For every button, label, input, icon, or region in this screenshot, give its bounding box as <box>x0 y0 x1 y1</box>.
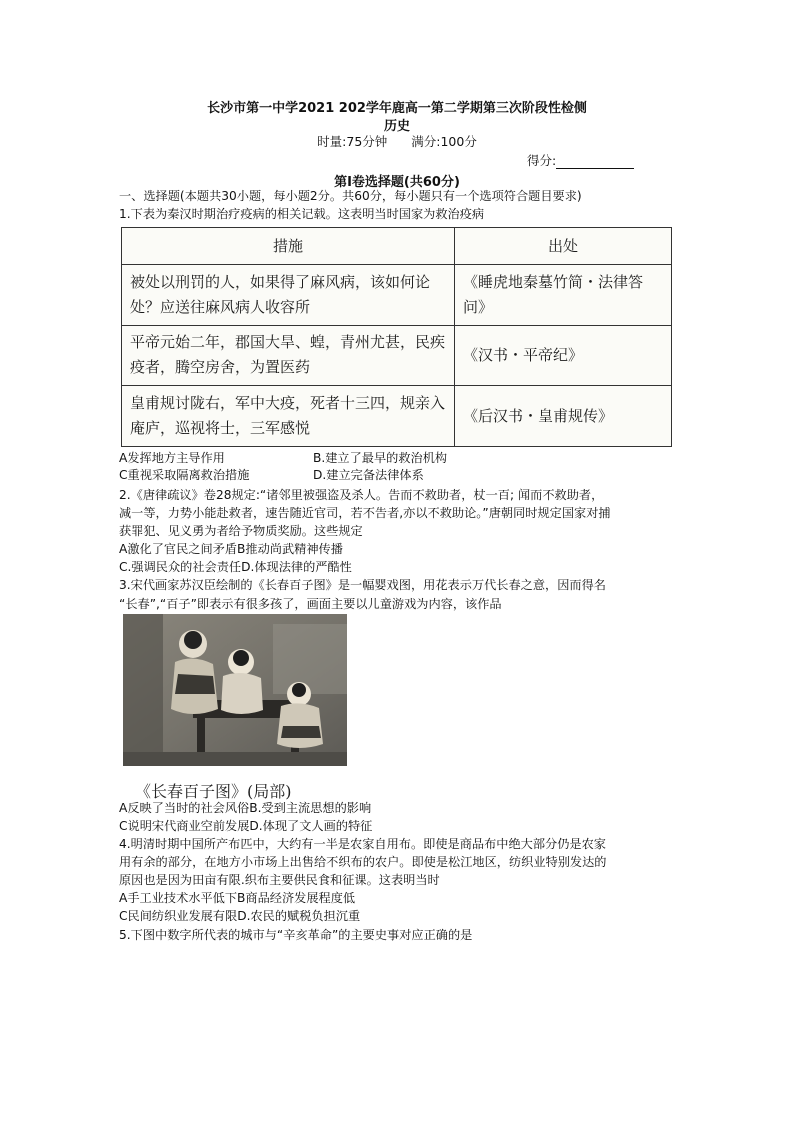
q3-line2: “长春”,“百子”即表示有很多孩了，画面主要以儿童游戏为内容，该作品 <box>119 597 502 611</box>
section-title: 第Ⅰ卷选择题(共60分) <box>334 175 460 190</box>
q3-options-row1: A反映了当时的社会风俗B.受到主流思想的影响 <box>119 801 372 815</box>
q4-options-row2: C民间纺织业发展有限D.农民的赋税负担沉重 <box>119 909 361 923</box>
q2-line1: 2.《唐律疏议》卷28规定:“诸邻里被强盗及杀人。告而不救助者，杖一百; 闻而不救助者， <box>119 488 604 502</box>
table-row <box>122 386 672 447</box>
table-cell-source: 《汉书・平帝纪》 <box>455 325 672 386</box>
q4-line3: 原因也是因为田亩有限.织布主要供民食和征课。这表明当时 <box>119 873 440 887</box>
q2-line3: 获罪犯、见义勇为者给予物质奖励。这些规定 <box>119 524 363 538</box>
table-header-measures: 措施 <box>122 228 455 265</box>
q2-line2: 减一等，力势小能赴救者，速告随近官司，若不告者,亦以不救助论。”唐朝同时规定国家对捕 <box>119 506 611 520</box>
score-label: 得分: <box>527 153 557 168</box>
changchun-baizi-painting <box>123 614 347 766</box>
q4-options-row1: A手工业技术水平低下B商品经济发展程度低 <box>119 891 356 905</box>
q2-options-row2: C.强调民众的社会责任D.体现法律的严酷性 <box>119 560 352 574</box>
subject-title: 历史 <box>383 119 410 134</box>
section-instruction: 一、选择题(本题共30小题，每小题2分。共60分，每小题只有一个选项符合题目要求) <box>119 189 582 203</box>
exam-info <box>0 132 794 150</box>
score-field <box>527 151 634 169</box>
q1-table <box>121 227 672 447</box>
table-cell-measure: 被处以刑罚的人，如果得了麻风病，该如何论处？应送往麻风病人收容所 <box>122 265 455 326</box>
painting-caption: 《长春百子图》(局部) <box>135 782 292 801</box>
table-header-row <box>122 228 672 265</box>
q1-option-a: A发挥地方主导作用 <box>119 451 225 465</box>
table-header-source: 出处 <box>455 228 672 265</box>
table-cell-measure: 皇甫规讨陇右，军中大疫，死者十三四，规亲入庵庐，巡视将士，三军感悦 <box>122 386 455 447</box>
q1-options-row1 <box>119 450 679 467</box>
table-cell-source: 《睡虎地秦墓竹简・法律答问》 <box>455 265 672 326</box>
q1-option-b: B.建立了最早的救治机构 <box>313 451 448 465</box>
q3-options-row2: C说明宋代商业空前发展D.体现了文人画的特征 <box>119 819 373 833</box>
exam-full-score: 满分:100分 <box>411 134 477 149</box>
q5-stem: 5.下图中数字所代表的城市与“辛亥革命”的主要史事对应正确的是 <box>119 928 473 942</box>
q3-line1: 3.宋代画家苏汉臣绘制的《长春百子图》是一幅婴戏图，用花表示万代长春之意，因而得名 <box>119 578 606 592</box>
painting-image <box>123 614 347 766</box>
score-blank <box>556 156 634 169</box>
q2-options-row1: A激化了官民之间矛盾B推动尚武精神传播 <box>119 542 343 556</box>
exam-title: 长沙市第一中学2021 202学年鹿高一第二学期第三次阶段性检侧 <box>207 101 587 116</box>
table-row <box>122 325 672 386</box>
table-cell-measure: 平帝元始二年，郡国大旱、蝗，青州尤甚，民疾疫者，腾空房舍，为置医药 <box>122 325 455 386</box>
table-cell-source: 《后汉书・皇甫规传》 <box>455 386 672 447</box>
q1-option-d: D.建立完备法律体系 <box>313 468 424 482</box>
q4-line2: 用有余的部分，在地方小市场上出售给不织布的农户。即使是松江地区，纺织业特别发达的 <box>119 855 607 869</box>
table-row <box>122 265 672 326</box>
q1-options-row2 <box>119 467 679 484</box>
q4-line1: 4.明清时期中国所产布匹中，大约有一半是农家自用布。即使是商品布中绝大部分仍是农家 <box>119 837 606 851</box>
q1-option-c: C重视采取隔离救治措施 <box>119 468 250 482</box>
q1-stem: 1.下表为秦汉时期治疗疫病的相关记载。这表明当时国家为救治疫病 <box>119 207 485 221</box>
exam-time: 时量:75分钟 <box>317 134 388 149</box>
